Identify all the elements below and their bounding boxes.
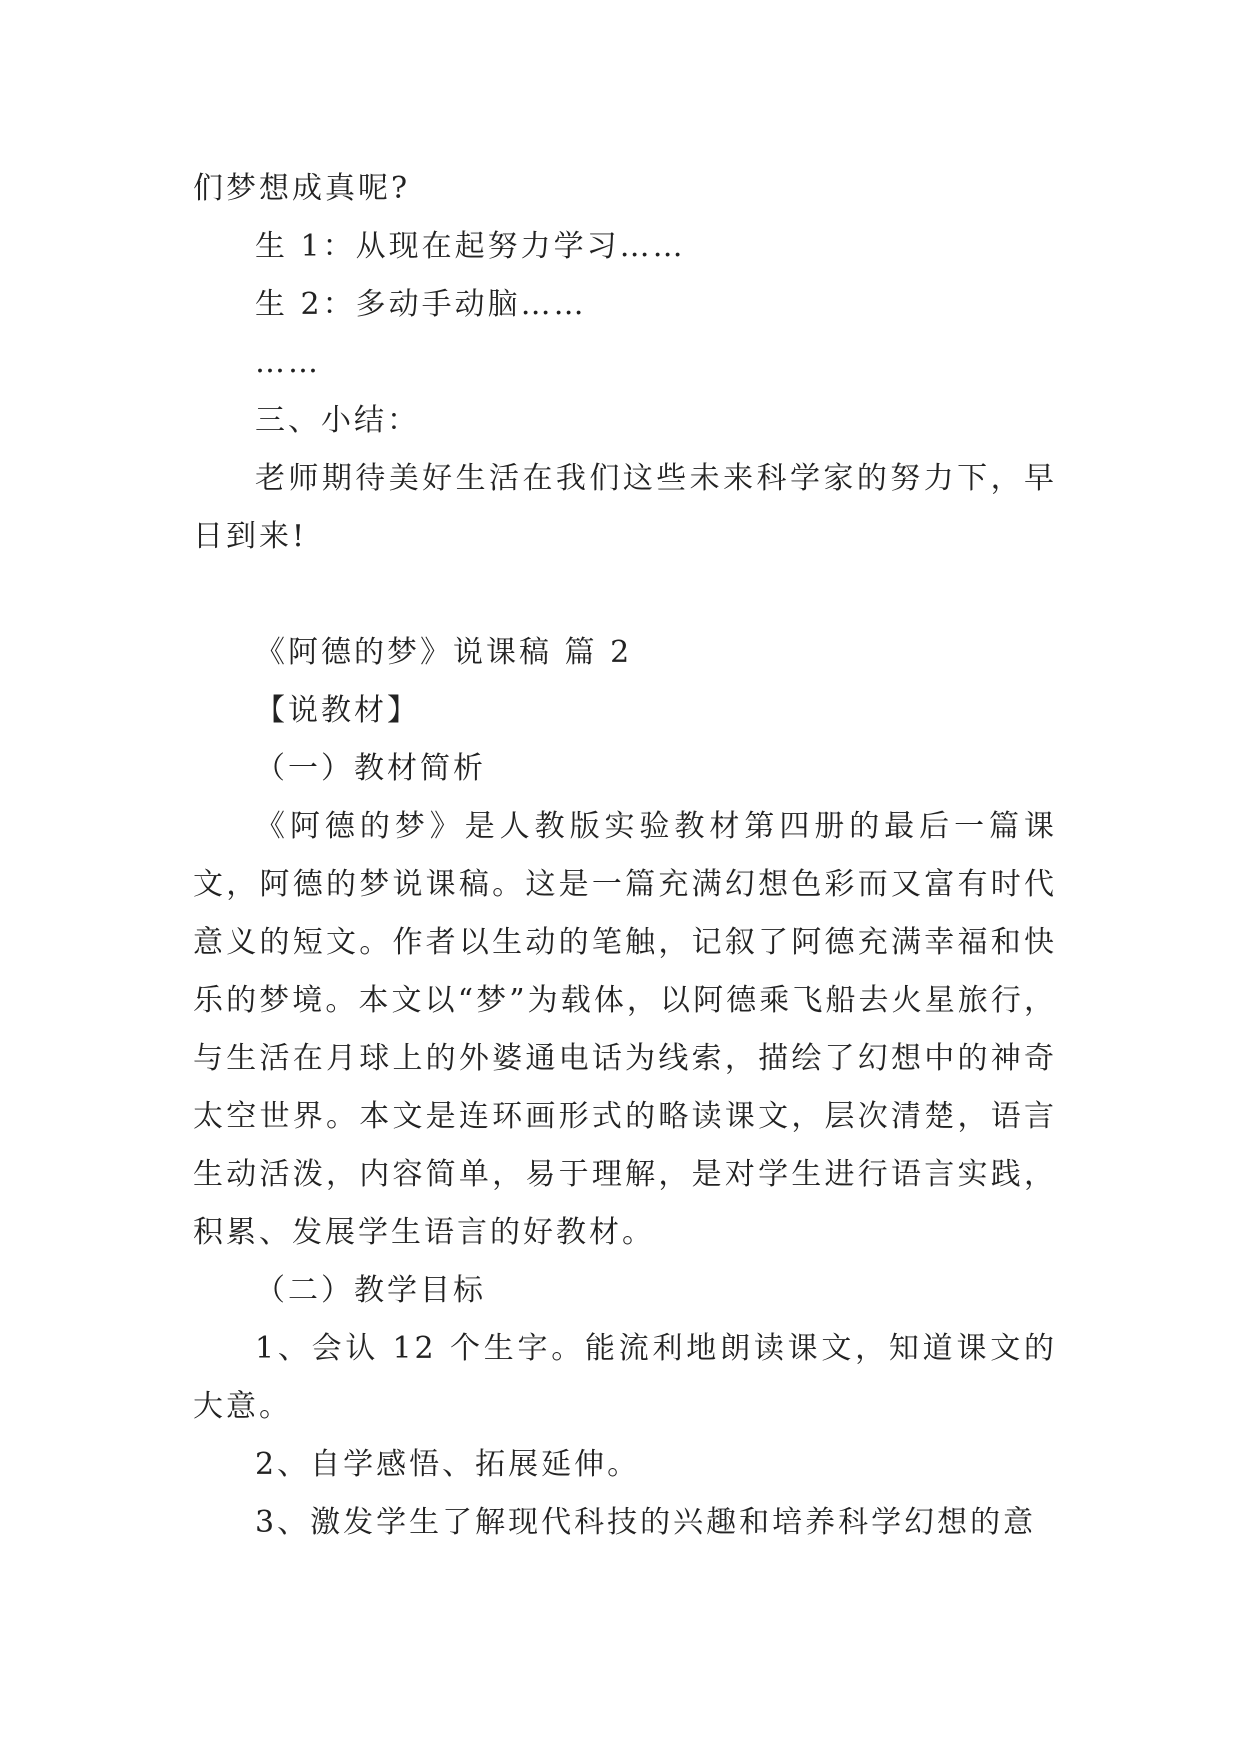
list-item: 1、会认 12 个生字。能流利地朗读课文，知道课文的大意。	[193, 1331, 1057, 1424]
section-heading: 三、小结：	[255, 403, 420, 438]
paragraph: 老师期待美好生活在我们这些未来科学家的努力下，早日到来!	[193, 461, 1057, 554]
paragraph: 《阿德的梦》是人教版实验教材第四册的最后一篇课文，阿德的梦说课稿。这是一篇充满幻想色彩而又富有时代意义的短文。作者以生动的笔触，记叙了阿德充满幸福和快乐的梦境。本文以“梦”为载体，以阿德乘飞船去火星旅行，与生活在月球上的外婆通电话为线索，描绘了幻想中的神奇太空世界。本文是连环画形式的略读课文，层次清楚，语言生动活泼，内容简单，易于理解，是对学生进行语言实践，积累、发展学生语言的好教材。	[193, 809, 1057, 1250]
document-body	[193, 160, 1057, 1552]
list-item: 3、激发学生了解现代科技的兴趣和培养科学幻想的意	[255, 1505, 1037, 1540]
paragraph: 们梦想成真呢?	[193, 171, 411, 206]
paragraph: 生 1：从现在起努力学习……	[255, 229, 686, 264]
article-title: 《阿德的梦》说课稿 篇 2	[255, 635, 633, 670]
paragraph: 生 2：多动手动脑……	[255, 287, 587, 322]
section-heading: 【说教材】	[255, 693, 420, 728]
paragraph: ……	[255, 345, 321, 380]
list-item: 2、自学感悟、拓展延伸。	[255, 1447, 641, 1482]
subsection-heading: （一）教材简析	[255, 751, 486, 786]
paragraph-gap	[193, 566, 1057, 624]
subsection-heading: （二）教学目标	[255, 1273, 486, 1308]
